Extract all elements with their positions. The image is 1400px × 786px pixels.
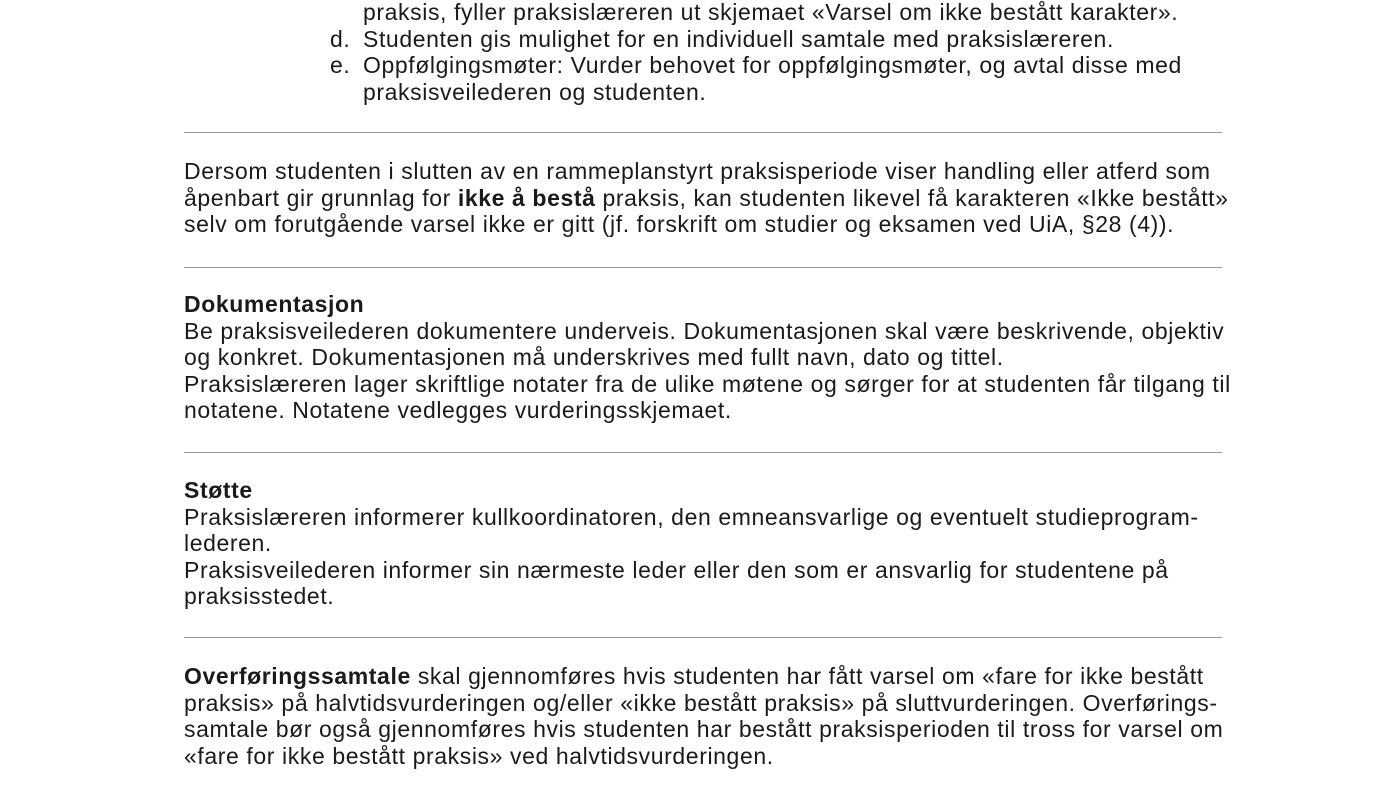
- text-run: skal gjennomføres hvis studenten har fått varsel om «fare for ikke bestått: [410, 663, 1204, 689]
- section-divider: [184, 267, 1222, 268]
- section-heading: Dokumentasjon: [184, 291, 365, 317]
- text-run: åpenbart gir grunnlag for: [184, 184, 458, 211]
- section-transfer: [184, 663, 1222, 769]
- text-run: praksis, kan studenten likevel få karakteren «Ikke bestått»: [595, 184, 1229, 211]
- section-divider: [184, 452, 1222, 453]
- section-support: [184, 477, 1222, 610]
- paragraph-line: praksis» på halvtidsvurderingen og/eller «ikke bestått praksis» på sluttvurderingen. Overførings-: [184, 689, 1218, 716]
- list-item-c-continuation: praksis, fyller praksislæreren ut skjemaet «Varsel om ikke bestått karakter».: [363, 0, 1179, 25]
- section-divider: [184, 637, 1222, 638]
- ordered-list: [184, 0, 1222, 105]
- list-item-d: [184, 26, 1222, 53]
- paragraph-line: notatene. Notatene vedlegges vurderingsskjemaet.: [184, 397, 732, 423]
- list-item-text: Oppfølgingsmøter: Vurder behovet for oppfølgingsmøter, og avtal disse med: [363, 52, 1182, 78]
- paragraph-line: Praksisveilederen informer sin nærmeste leder eller den som er ansvarlig for studentene på: [184, 556, 1169, 583]
- emphasis-text: Overføringssamtale: [184, 663, 411, 689]
- paragraph-line: Be praksisveilederen dokumentere underveis. Dokumentasjonen skal være beskrivende, objektiv: [184, 317, 1225, 344]
- list-item-e: [184, 52, 1222, 105]
- paragraph-line: praksisstedet.: [184, 583, 335, 609]
- paragraph-line: samtale bør også gjennomføres hvis studenten har bestått praksisperioden til tross for varsel om: [184, 716, 1224, 742]
- paragraph-line: Praksislæreren informerer kullkoordinatoren, den emneansvarlige og eventuelt studieprogram-: [184, 503, 1199, 530]
- paragraph-line: «fare for ikke bestått praksis» ved halvtidsvurderingen.: [184, 742, 774, 769]
- paragraph-line: lederen.: [184, 530, 272, 556]
- paragraph-line: [184, 663, 1222, 690]
- paragraph-line: Praksislæreren lager skriftlige notater fra de ulike møtene og sørger for at studenten får tilgang til: [184, 370, 1231, 397]
- section-documentation: [184, 291, 1231, 424]
- paragraph-line: selv om forutgående varsel ikke er gitt (jf. forskrift om studier og eksamen ved UiA, §28 (4)).: [184, 211, 1175, 237]
- paragraph-line: [184, 184, 1229, 212]
- emphasis-text: ikke å bestå: [457, 184, 596, 211]
- list-marker: d.: [330, 25, 351, 52]
- section-divider: [184, 132, 1222, 133]
- list-marker: e.: [330, 52, 351, 78]
- section-heading: Støtte: [184, 477, 253, 503]
- section-failing: [184, 158, 1229, 238]
- paragraph-line: Dersom studenten i slutten av en rammeplanstyrt praksisperiode viser handling eller atferd som: [184, 158, 1211, 184]
- list-item-text: Studenten gis mulighet for en individuell samtale med praksislæreren.: [363, 25, 1114, 52]
- paragraph-line: og konkret. Dokumentasjonen må underskrives med fullt navn, dato og tittel.: [184, 344, 1004, 370]
- list-item-text: praksisveilederen og studenten.: [363, 78, 707, 105]
